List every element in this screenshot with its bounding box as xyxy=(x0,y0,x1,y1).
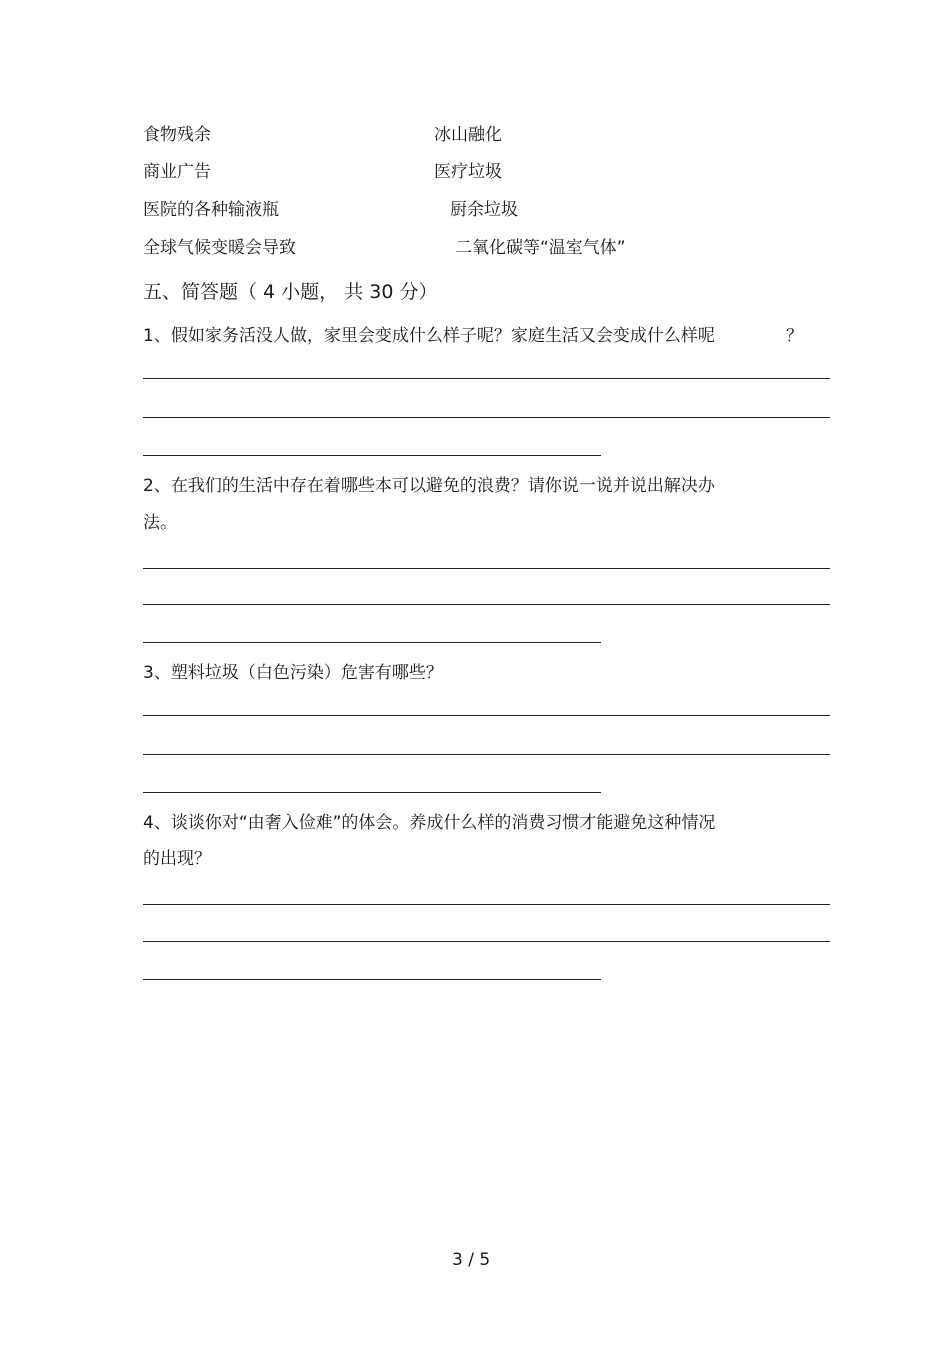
pair-left-3: 医院的各种输液瓶 xyxy=(143,200,279,220)
question-1-text: 1、假如家务活没人做，家里会变成什么样子呢？家庭生活又会变成什么样呢 xyxy=(143,326,715,346)
answer-line[interactable] xyxy=(143,568,830,569)
question-1-tail: ？ xyxy=(786,326,803,346)
question-3-text: 3、塑料垃圾（白色污染）危害有哪些？ xyxy=(143,663,443,683)
answer-line[interactable] xyxy=(143,941,830,942)
answer-line[interactable] xyxy=(143,417,830,418)
answer-line[interactable] xyxy=(143,455,601,456)
question-4-text-cont: 的出现？ xyxy=(143,849,211,869)
answer-line[interactable] xyxy=(143,792,601,793)
answer-line[interactable] xyxy=(143,904,830,905)
question-2-text-cont: 法。 xyxy=(143,513,177,533)
answer-line[interactable] xyxy=(143,642,601,643)
answer-line[interactable] xyxy=(143,979,601,980)
answer-line[interactable] xyxy=(143,715,830,716)
pair-left-4: 全球气候变暖会导致 xyxy=(143,238,296,258)
answer-line[interactable] xyxy=(143,754,830,755)
pair-left-2: 商业广告 xyxy=(143,162,211,182)
pair-right-4: 二氧化碳等“温室气体” xyxy=(455,238,626,258)
section-title: 五、简答题（ 4 小题， 共 30 分） xyxy=(143,281,438,303)
pair-right-3: 厨余垃圾 xyxy=(450,200,518,220)
answer-line[interactable] xyxy=(143,604,830,605)
answer-line[interactable] xyxy=(143,378,830,379)
page-number: 3 / 5 xyxy=(452,1250,491,1270)
pair-right-1: 冰山融化 xyxy=(434,125,502,145)
question-2-text: 2、在我们的生活中存在着哪些本可以避免的浪费？请你说一说并说出解决办 xyxy=(143,476,715,496)
pair-left-1: 食物残余 xyxy=(143,125,211,145)
question-4-text: 4、谈谈你对“由奢入俭难”的体会。养成什么样的消费习惯才能避免这种情况 xyxy=(143,813,716,833)
pair-right-2: 医疗垃圾 xyxy=(434,162,502,182)
